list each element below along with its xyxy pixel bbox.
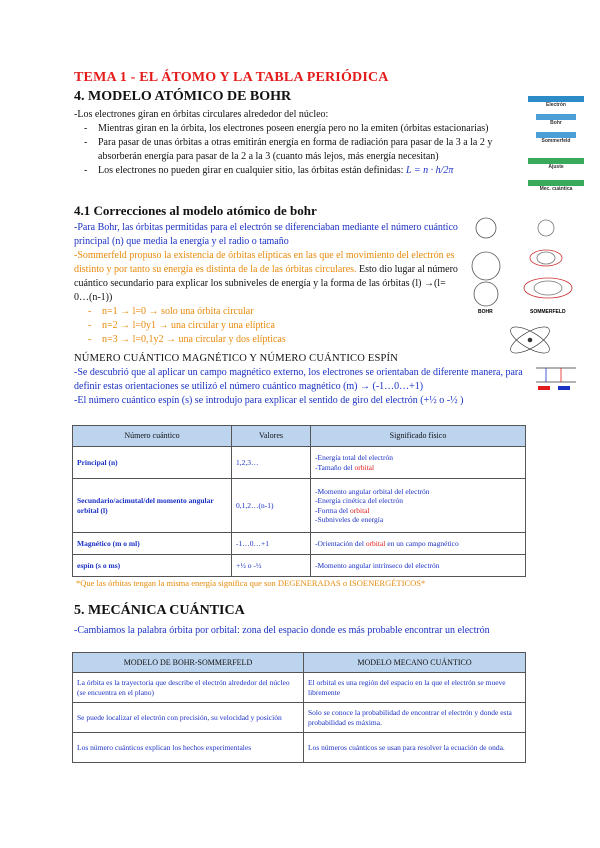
table-header-cell: Número cuántico — [73, 426, 232, 447]
orbit-bullet-list — [84, 305, 444, 347]
orbit-bullet: - n=2 → l=0y1 → una circular y una elíptica — [84, 319, 444, 333]
meaning-line: -Energía total del electrón — [315, 453, 393, 462]
bohr-bullet-list — [80, 122, 520, 178]
table-row — [73, 555, 526, 577]
sommerfeld-paragraph — [74, 249, 459, 305]
meaning-text: en un campo magnético — [385, 538, 459, 548]
models-timeline-figure — [528, 96, 584, 196]
table-cell: 0,1,2…(n-1) — [232, 479, 311, 533]
meaning-line: -Energía cinética del electrón — [315, 496, 403, 505]
meaning-text: -Tamaño del — [315, 462, 355, 472]
table-row — [73, 447, 526, 479]
table-cell: -1…0…+1 — [232, 533, 311, 555]
table-cell: La órbita es la trayectoria que describe el electrón alrededor del núcleo (se encuentra en el plano) — [73, 673, 304, 703]
section-4-title: 4. MODELO ATÓMICO DE BOHR — [74, 89, 292, 104]
bohr-bullet: - Mientras giran en la órbita, los electrones poseen energía pero no la emiten (órbitas estacionarias) — [80, 122, 520, 136]
mecanica-p1: -Cambiamos la palabra órbita por orbital: zona del espacio donde es más probable encontrar un electrón — [74, 625, 490, 636]
table-header-cell: MODELO DE BOHR-SOMMERFELD — [73, 653, 304, 673]
table-cell: El orbital es una región del espacio en la que el electrón se mueve libremente — [304, 673, 526, 703]
table-cell: -Momento angular intrínseco del electrón — [311, 555, 526, 577]
meaning-text: -Orientación del — [315, 538, 366, 548]
timeline-label: Sommerfeld — [541, 138, 571, 144]
section-41-title: 4.1 Correcciones al modelo atómico de bohr — [74, 203, 317, 218]
table-row — [73, 479, 526, 533]
meaning-line: -Momento angular orbital del electrón — [315, 486, 430, 496]
meaning-line — [315, 506, 521, 516]
table-cell: Solo se conoce la probabilidad de encontrar el electrón y donde esta probabilidad es máxima. — [304, 703, 526, 733]
meaning-orbital: orbital — [350, 505, 370, 515]
sommerfeld-black-text: Esto dio lugar al número cuántico secundario para explicar los subniveles de energía y la forma de las órbitas (l) →(l= 0…(n-1)) — [74, 264, 458, 303]
table-cell: Magnético (m o ml) — [73, 533, 232, 555]
sommerfeld-figure-label: SOMMERFELD — [530, 309, 566, 315]
table-header-cell: Valores — [232, 426, 311, 447]
table-cell — [311, 479, 526, 533]
meaning-line — [315, 463, 521, 473]
table-cell: espín (s o ms) — [73, 555, 232, 577]
table-header-cell: Significado físico — [311, 426, 526, 447]
table-cell: +½ o -½ — [232, 555, 311, 577]
table-row — [73, 733, 526, 763]
table-header-cell: MODELO MECANO CUÁNTICO — [304, 653, 526, 673]
sommerfeld-orange-text: -Sommerfeld propuso la existencia de órbitas elípticas en las que el movimiento del electrón es distinto y por tanto su energía es distinta de la de las órbitas circulares. — [74, 250, 455, 275]
orbit-bullet: - n=3 → l=0,1y2 → una circular y dos elípticas — [84, 333, 444, 347]
sommerfeld-orbits-icon — [524, 220, 572, 298]
bohr-bullet — [80, 164, 520, 178]
table-header-row — [73, 653, 526, 673]
timeline-label: Bohr — [550, 120, 562, 126]
table-cell: Los números cuánticos se usan para resolver la ecuación de onda. — [304, 733, 526, 763]
bohr-formula: L = n · h/2π — [405, 165, 454, 176]
spin-energy-icon — [536, 368, 576, 390]
bohr-correction-p1: -Para Bohr, las órbitas permitidas para el electrón se diferenciaban mediante el número cuántico principal (n) que media la energía y el radio o tamaño — [74, 222, 458, 247]
quantum-numbers-table — [72, 425, 526, 577]
table-header-row — [73, 426, 526, 447]
table-row — [73, 533, 526, 555]
bohr-figure-label: BOHR — [478, 309, 493, 315]
section-5-title: 5. MECÁNICA CUÁNTICA — [74, 603, 245, 618]
bohr-intro: -Los electrones giran en órbitas circulares alrededor del núcleo: — [74, 109, 329, 120]
table-row — [73, 703, 526, 733]
magnetico-title: NÚMERO CUÁNTICO MAGNÉTICO Y NÚMERO CUÁNTICO ESPÍN — [74, 353, 399, 364]
timeline-label: Ajuste — [548, 164, 564, 170]
meaning-line: -Subniveles de energía — [315, 515, 384, 524]
bohr-bullet: - Para pasar de unas órbitas a otras emitirán energía en forma de radiación para pasar de la 3 a la 2 y absorberán energía para pasar de la 2 a la 3 (cuanto más lejos, más energía necesitan) — [80, 136, 520, 164]
meaning-orbital: orbital — [354, 462, 375, 472]
meaning-orbital: orbital — [365, 538, 386, 548]
table-row — [73, 673, 526, 703]
table-cell: Principal (n) — [73, 447, 232, 479]
orbit-bullet: - n=1 → l=0 → solo una órbita circular — [84, 305, 444, 319]
table-cell: Secundario/acimutal/del momento angular orbital (l) — [73, 479, 232, 533]
meaning-text: -Forma del — [315, 505, 350, 515]
degenerate-note: *Que las órbitas tengan la misma energía significa que son DEGENERADAS o ISOENERGÉTICOS* — [76, 578, 426, 588]
table-cell: 1,2,3… — [232, 447, 311, 479]
page-tema-title: TEMA 1 - EL ÁTOMO Y LA TABLA PERIÓDICA — [74, 70, 389, 85]
magnetico-p1: -Se descubrió que al aplicar un campo magnético externo, los electrones se orientaban de diferente manera, para definir estas orientaciones se utilizó el número cuántico magnético (m) → (-1…0…+1) — [74, 367, 523, 392]
bohr-bullet-text: Los electrones no pueden girar en cualquier sitio, las órbitas están definidas: — [98, 165, 404, 176]
espin-p2: -El número cuántico espín (s) se introdujo para explicar el sentido de giro del electrón (+½ o -½ ) — [74, 395, 464, 406]
bohr-orbits-icon — [472, 218, 500, 306]
table-cell: Los número cuánticos explican los hechos experimentales — [73, 733, 304, 763]
table-cell — [311, 533, 526, 555]
table-cell: Se puede localizar el electrón con precisión, su velocidad y posición — [73, 703, 304, 733]
table-cell — [311, 447, 526, 479]
timeline-label: Mec. cuántica — [539, 186, 573, 192]
models-comparison-table — [72, 652, 526, 763]
timeline-label: Electrón — [545, 102, 566, 108]
magnetic-orientation-icon — [507, 322, 553, 358]
